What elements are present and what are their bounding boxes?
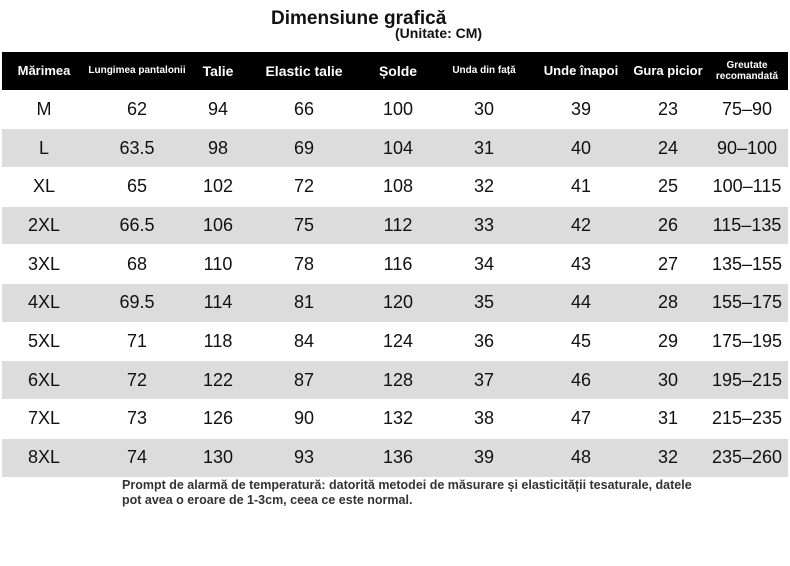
table-cell: 215–235 [706,400,788,439]
table-cell: 73 [86,400,188,439]
table-cell: 42 [532,206,630,245]
table-cell: 24 [630,129,706,168]
table-cell: XL [2,167,86,206]
table-cell: 118 [188,322,248,361]
col-header-size: Mărimea [17,62,71,78]
table-cell: L [2,129,86,168]
table-cell: 136 [360,438,436,477]
table-row [2,322,788,361]
table-cell: 74 [86,438,188,477]
table-cell: 104 [360,129,436,168]
table-cell: 5XL [2,322,86,361]
table-cell: 66.5 [86,206,188,245]
table-cell: 38 [436,400,532,439]
table-cell: 62 [86,90,188,129]
table-cell: 45 [532,322,630,361]
table-cell: 124 [360,322,436,361]
table-cell: 93 [248,438,360,477]
table-cell: 43 [532,245,630,284]
table-cell: 98 [188,129,248,168]
table-cell: 28 [630,283,706,322]
col-header-back-rise: Unde înapoi [543,62,619,78]
table-cell: 116 [360,245,436,284]
table-cell: 72 [86,361,188,400]
table-cell: 126 [188,400,248,439]
table-cell: 65 [86,167,188,206]
size-table [2,52,788,477]
table-cell: 84 [248,322,360,361]
table-row [2,90,788,129]
col-header-leg-opening: Gura picior [633,62,703,78]
table-cell: 120 [360,283,436,322]
table-cell: 34 [436,245,532,284]
col-header-waist: Talie [202,62,234,79]
col-header-weight: Greutate recomandată [715,59,779,82]
table-cell: 29 [630,322,706,361]
table-cell: 102 [188,167,248,206]
table-cell: 110 [188,245,248,284]
unit-label: (Unitate: CM) [395,25,483,41]
table-cell: 30 [630,361,706,400]
table-cell: 36 [436,322,532,361]
table-row [2,245,788,284]
table-cell: 106 [188,206,248,245]
table-cell: 114 [188,283,248,322]
table-cell: 31 [630,400,706,439]
table-cell: 7XL [2,400,86,439]
table-cell: 35 [436,283,532,322]
table-cell: 235–260 [706,438,788,477]
note-text: Prompt de alarmă de temperatură: datorită metodei de măsurare și elasticității tesaturale, datele pot avea o eroare de 1-3cm, ceea ce este normal. [122,478,692,507]
table-cell: 66 [248,90,360,129]
table-cell: 130 [188,438,248,477]
table-cell: 132 [360,400,436,439]
table-cell: 37 [436,361,532,400]
table-cell: 39 [532,90,630,129]
table-cell: 69.5 [86,283,188,322]
table-cell: 100–115 [706,167,788,206]
table-cell: 128 [360,361,436,400]
col-header-front-rise: Unda din față [452,65,516,77]
table-cell: 40 [532,129,630,168]
table-cell: 78 [248,245,360,284]
table-cell: 115–135 [706,206,788,245]
table-cell: 75 [248,206,360,245]
table-cell: 23 [630,90,706,129]
table-cell: 112 [360,206,436,245]
table-cell: 47 [532,400,630,439]
table-cell: 8XL [2,438,86,477]
table-cell: 33 [436,206,532,245]
table-cell: 3XL [2,245,86,284]
table-cell: 6XL [2,361,86,400]
table-cell: 68 [86,245,188,284]
col-header-length: Lungimea pantalonii [88,65,186,77]
table-cell: 81 [248,283,360,322]
table-cell: 4XL [2,283,86,322]
table-cell: 75–90 [706,90,788,129]
table-cell: 44 [532,283,630,322]
table-cell: M [2,90,86,129]
table-cell: 71 [86,322,188,361]
table-cell: 48 [532,438,630,477]
table-row [2,361,788,400]
table-row [2,129,788,168]
table-row [2,167,788,206]
table-cell: 90 [248,400,360,439]
table-cell: 175–195 [706,322,788,361]
table-row [2,206,788,245]
table-cell: 87 [248,361,360,400]
table-row [2,400,788,439]
table-cell: 46 [532,361,630,400]
table-cell: 25 [630,167,706,206]
table-cell: 30 [436,90,532,129]
col-header-elastic-waist: Elastic talie [265,62,343,79]
table-cell: 90–100 [706,129,788,168]
table-cell: 94 [188,90,248,129]
table-cell: 39 [436,438,532,477]
table-cell: 31 [436,129,532,168]
table-cell: 69 [248,129,360,168]
col-header-hips: Șolde [378,62,418,79]
table-cell: 155–175 [706,283,788,322]
table-cell: 26 [630,206,706,245]
table-cell: 32 [630,438,706,477]
table-cell: 72 [248,167,360,206]
table-header-row [2,52,788,90]
title-text: Dimensiune grafică [271,8,447,29]
table-cell: 27 [630,245,706,284]
table-cell: 122 [188,361,248,400]
table-row [2,438,788,477]
table-cell: 63.5 [86,129,188,168]
table-cell: 41 [532,167,630,206]
table-cell: 195–215 [706,361,788,400]
table-cell: 100 [360,90,436,129]
table-cell: 135–155 [706,245,788,284]
table-cell: 2XL [2,206,86,245]
table-row [2,283,788,322]
table-cell: 32 [436,167,532,206]
table-cell: 108 [360,167,436,206]
